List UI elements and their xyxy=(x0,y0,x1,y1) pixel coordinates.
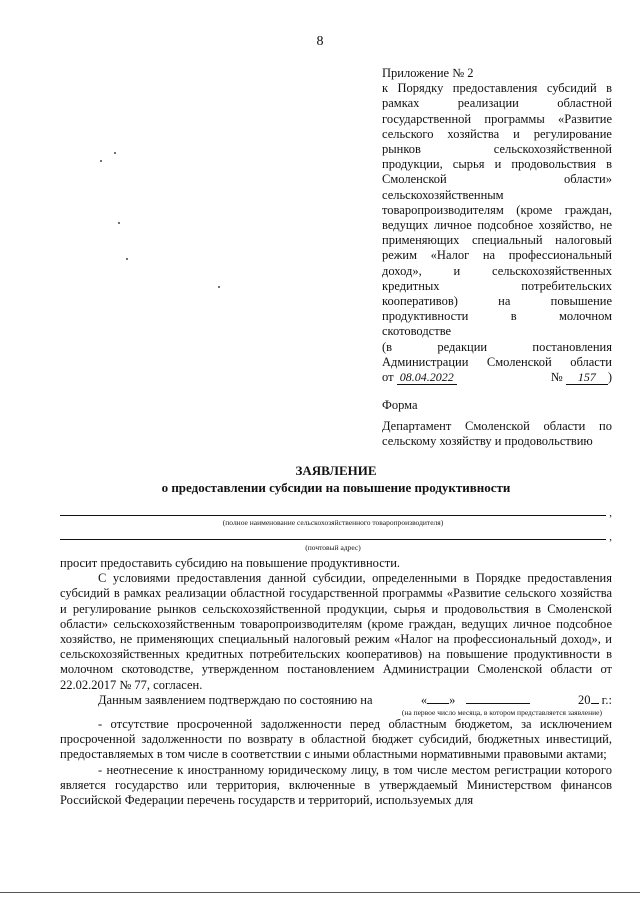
document-body xyxy=(60,556,612,808)
page-number: 8 xyxy=(316,34,324,49)
name-fill-line[interactable]: , xyxy=(60,515,606,516)
day-blank[interactable] xyxy=(427,703,449,704)
appendix-heading: Приложение № 2 xyxy=(382,66,474,80)
year-blank[interactable] xyxy=(591,703,599,704)
appendix-line: сельскохозяйственным xyxy=(382,187,504,202)
edition-line: (в редакции постановления xyxy=(382,339,612,354)
handwritten-date: 08.04.2022 xyxy=(397,370,457,385)
edition-date: от 08.04.2022 xyxy=(382,370,457,385)
edition-date-line xyxy=(382,370,612,385)
appendix-line: применяющих специальный налоговый xyxy=(382,233,612,248)
appendix-block xyxy=(382,66,612,385)
appendix-line: рамках реализации областной xyxy=(382,96,612,111)
confirm-prefix: Данным заявлением подтверждаю по состоянию на xyxy=(98,692,373,707)
appendix-line: скотоводстве xyxy=(382,324,452,339)
appendix-line: режим «Налог на профессиональный xyxy=(382,248,612,263)
edition-number: № 157 ) xyxy=(550,370,612,385)
appendix-line: ведущих личное подсобное хозяйство, не xyxy=(382,218,612,233)
appendix-line: продуктивности в молочном xyxy=(382,309,612,324)
appendix-line: кооперативов) на повышение xyxy=(382,294,612,309)
condition-item: - отсутствие просроченной задолженности перед областным бюджетом, за исключением просроченной задолженности по возврату в областной бюджет субсидий, бюджетных инвестиций, предоставляемых в том числе в соответствии с иными областными нормативными правовыми актами; xyxy=(60,717,612,762)
address-caption: (почтовый адрес) xyxy=(305,543,361,552)
edition-line: Администрации Смоленской области xyxy=(382,354,612,369)
appendix-line: продукции, сырья и продовольствия в xyxy=(382,157,612,172)
department-name: Департамент Смоленской области по сельскому хозяйству и продовольствию xyxy=(382,419,612,449)
confirm-caption: (на первое число месяца, в котором представляется заявление) xyxy=(401,708,602,718)
appendix-line: доход», и сельскохозяйственных xyxy=(382,263,612,278)
appendix-line: Смоленской области» xyxy=(382,172,612,187)
scan-speck xyxy=(218,286,220,288)
scan-speck xyxy=(100,160,102,162)
confirm-date-row xyxy=(60,693,612,708)
subtitle-line: о предоставлении субсидии на повышение продуктивности xyxy=(161,480,511,495)
address-fill-line[interactable]: , xyxy=(60,539,606,540)
form-block xyxy=(382,398,612,450)
page-bottom-edge xyxy=(0,892,640,893)
scan-speck xyxy=(118,222,120,224)
scan-speck xyxy=(114,152,116,154)
month-blank[interactable] xyxy=(466,703,530,704)
appendix-line: кредитных потребительских xyxy=(382,278,612,293)
conditions-paragraph: С условиями предоставления данной субсидии, определенными в Порядке предоставления субсидий в рамках реализации областной государственной программы «Развитие сельского хозяйства и регулирование рынков сельскохозяйственной продукции, сырья и продовольствия в Смоленской области» сельскохозяйственным товаропроизводителям (кроме граждан, ведущих личное подсобное хозяйство, не применяющих специальный налоговый режим «Налог на профессиональный доход», и сельскохозяйственных кредитных потребительских кооперативов) на повышение продуктивности в молочном скотоводстве, утвержденном постановлением Администрации Смоленской области от 22.02.2017 № 77, согласен. xyxy=(60,571,612,692)
document-title xyxy=(60,462,612,496)
appendix-line: государственной программы «Развитие xyxy=(382,111,612,126)
appendix-line: товаропроизводителям (кроме граждан, xyxy=(382,202,612,217)
request-paragraph: просит предоставить субсидию на повышение продуктивности. xyxy=(60,556,401,570)
name-caption: (полное наименование сельскохозяйственного товаропроизводителя) xyxy=(222,518,444,527)
appendix-line: сельского хозяйства и регулирование xyxy=(382,126,612,141)
handwritten-number: 157 xyxy=(566,370,608,385)
confirm-year: 20 г.: xyxy=(578,692,612,707)
appendix-line: рынков сельскохозяйственной xyxy=(382,142,612,157)
title-line: ЗАЯВЛЕНИЕ xyxy=(295,463,377,478)
condition-item: - неотнесение к иностранному юридическому лицу, в том числе местом регистрации которого является государство или территория, включенные в утверждаемый Министерством финансов Российской Федерации перечень государств и территорий, используемых для xyxy=(60,762,612,808)
form-label: Форма xyxy=(382,398,418,412)
scan-speck xyxy=(126,258,128,260)
confirm-day: « » xyxy=(420,692,456,707)
appendix-line: к Порядку предоставления субсидий в xyxy=(382,81,612,96)
